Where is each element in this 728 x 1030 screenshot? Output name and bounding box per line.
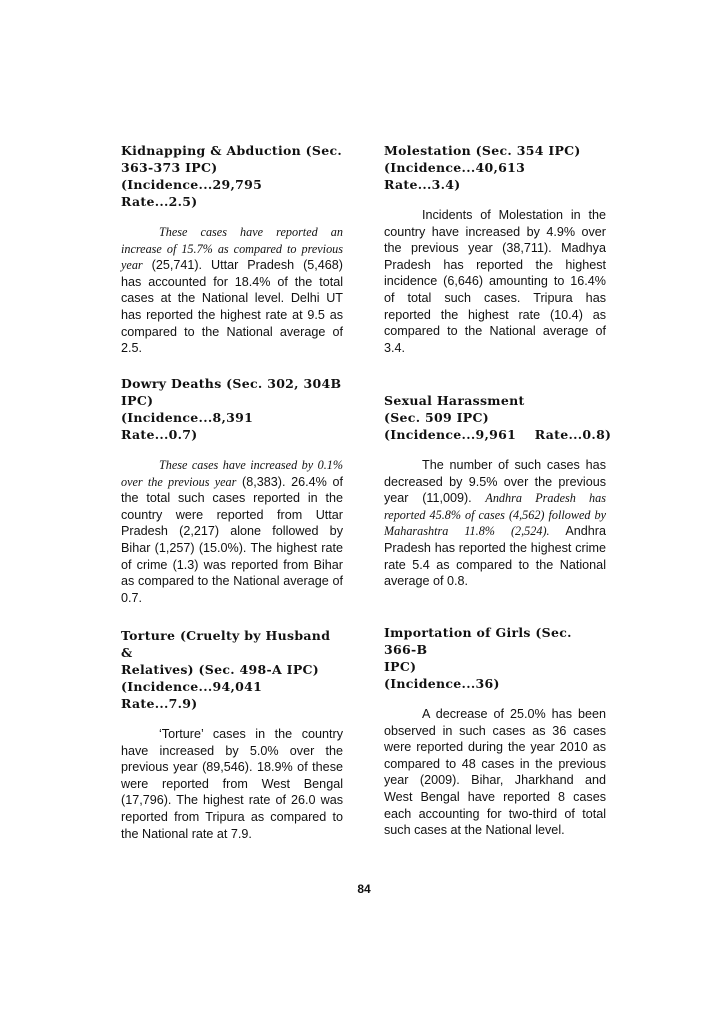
heading-line: Dowry Deaths (Sec. 302, 304B (121, 376, 342, 391)
molestation-heading (384, 142, 606, 193)
harassment-text-2: Andhra Pradesh has reported the highest crime rate 5.4 as compared to the National average of 0.8. (384, 524, 606, 589)
harassment-heading (384, 392, 612, 443)
torture-paragraph (121, 726, 343, 842)
molestation-text: Incidents of Molestation in the country have increased by 4.9% over the previous year (38,711). Madhya Pradesh has reported the highest incidence (6,646) amounting to 16.4% of total such cases. Tripura has reported the highest rate (10.4) as compared to the National average of 3.4. (384, 208, 606, 355)
importation-heading (384, 624, 606, 692)
section-torture (121, 627, 343, 842)
heading-line: Torture (Cruelty by Husband & (121, 628, 331, 660)
heading-line: Rate...2.5) (121, 194, 198, 209)
heading-line: Relatives) (Sec. 498-A IPC) (121, 662, 319, 677)
section-importation-of-girls (384, 624, 606, 839)
kidnapping-heading (121, 142, 343, 210)
dowry-paragraph (121, 457, 343, 606)
heading-line: Importation of Girls (Sec. 366-B (384, 625, 572, 657)
section-molestation (384, 142, 606, 356)
harassment-paragraph (384, 457, 606, 590)
heading-line: Rate...3.4) (384, 177, 461, 192)
dowry-italic-text: These cases have increased by 0.1% over the previous year (121, 458, 343, 489)
heading-line: (Sec. 509 IPC) (384, 410, 489, 425)
dowry-text: (8,383). 26.4% of the total such cases reported in the country were reported from Uttar Pradesh (2,217) alone followed by Bihar (1,257) (15.0%). The highest rate of crime (1.3) was reported from Bihar as compared to the National average of 0.7. (121, 474, 343, 605)
importation-paragraph (384, 706, 606, 839)
heading-line: Rate...7.9) (121, 696, 198, 711)
heading-line: (Incidence...9,961 Rate...0.8) (384, 427, 612, 442)
heading-line: (Incidence...40,613 (384, 160, 526, 175)
heading-line: (Incidence...8,391 (121, 410, 254, 425)
dowry-heading (121, 375, 343, 443)
heading-line: Molestation (Sec. 354 IPC) (384, 143, 581, 158)
heading-line: Kidnapping & Abduction (Sec. (121, 143, 343, 158)
torture-text: ‘Torture’ cases in the country have increased by 5.0% over the previous year (89,546). 18.9% of these were reported from West Bengal (17,796). The highest rate of 26.0 was reported from Tripura as compared to the National rate at 7.9. (121, 727, 343, 841)
heading-line: (Incidence...94,041 (121, 679, 263, 694)
heading-line: Sexual Harassment (384, 393, 525, 408)
heading-line: Rate...0.7) (121, 427, 198, 442)
page-number: 84 (357, 882, 371, 896)
kidnapping-italic-text: These cases have reported an increase of 15.7% as compared to previous year (121, 225, 343, 273)
section-sexual-harassment (384, 392, 612, 590)
section-dowry-deaths (121, 375, 343, 606)
molestation-paragraph (384, 207, 606, 356)
section-kidnapping (121, 142, 343, 357)
torture-heading (121, 627, 343, 712)
kidnapping-text: (25,741). Uttar Pradesh (5,468) has accounted for 18.4% of the total cases at the National level. Delhi UT has reported the highest rate at 9.5 as compared to the National average of 2.5. (121, 258, 343, 356)
heading-line: (Incidence...36) (384, 676, 500, 691)
heading-line: (Incidence...29,795 (121, 177, 263, 192)
heading-line: 363-373 IPC) (121, 160, 218, 175)
kidnapping-paragraph (121, 224, 343, 357)
harassment-italic-text: Andhra Pradesh has reported 45.8% of cases (4,562) followed by Maharashtra 11.8% (2,524). (384, 491, 606, 539)
importation-text: A decrease of 25.0% has been observed in such cases as 36 cases were reported during the year 2010 as compared to 48 cases in the previous year (2009). Bihar, Jharkhand and West Bengal have reported 8 cases each accounting for two-third of total such cases at the National level. (384, 707, 606, 838)
harassment-text: The number of such cases has decreased by 9.5% over the previous year (11,009). (384, 458, 606, 506)
heading-line: IPC) (384, 659, 417, 674)
heading-line: IPC) (121, 393, 154, 408)
